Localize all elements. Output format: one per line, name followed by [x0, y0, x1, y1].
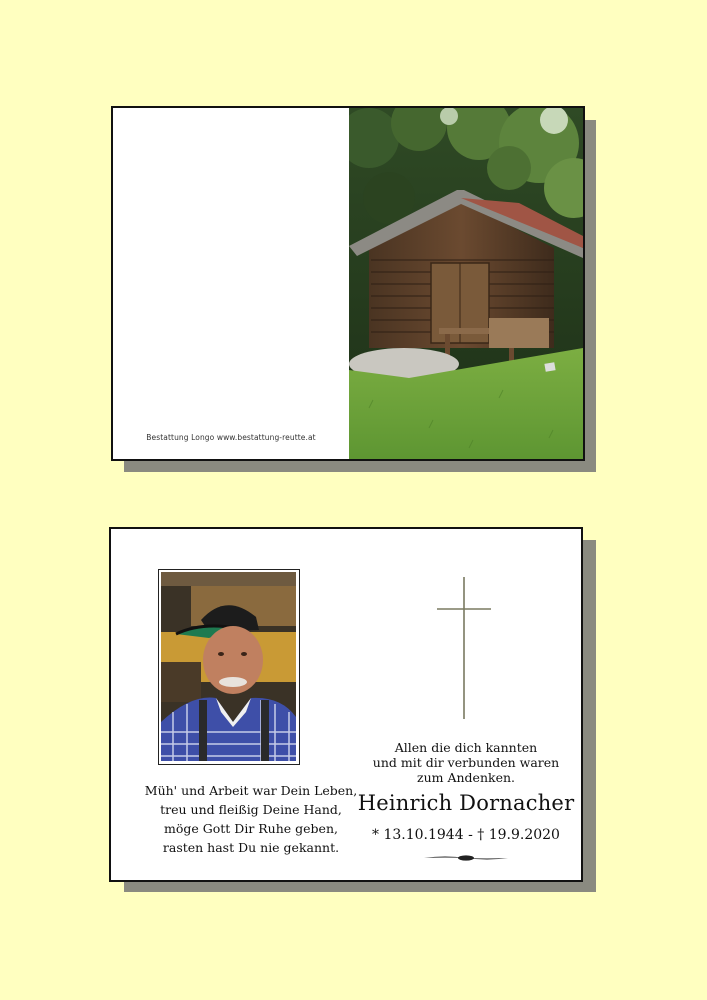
deceased-name: Heinrich Dornacher — [357, 791, 575, 815]
dedication-line: Allen die dich kannten — [394, 740, 538, 755]
portrait-photo — [158, 569, 300, 765]
poem-line: treu und fleißig Deine Hand, — [160, 802, 342, 817]
dedication-text — [341, 740, 583, 785]
outer-card-back-panel — [113, 108, 349, 459]
ornament-divider-icon — [424, 854, 508, 862]
funeral-home-imprint: Bestattung Longo www.bestattung-reutte.at — [146, 433, 316, 442]
dedication-line: und mit dir verbunden waren — [372, 755, 560, 770]
inner-card — [109, 527, 583, 882]
hut-landscape-image — [349, 108, 583, 459]
poem-line: möge Gott Dir Ruhe geben, — [164, 821, 338, 836]
dedication-line: zum Andenken. — [417, 770, 515, 785]
poem-line: Müh' und Arbeit war Dein Leben, — [144, 783, 358, 798]
poem-line: rasten hast Du nie gekannt. — [162, 840, 340, 855]
portrait-image — [161, 572, 296, 761]
life-dates: * 13.10.1944 - † 19.9.2020 — [372, 827, 560, 843]
outer-card — [111, 106, 585, 461]
cross-icon — [437, 577, 491, 719]
wooden-hut-photo — [349, 108, 583, 459]
